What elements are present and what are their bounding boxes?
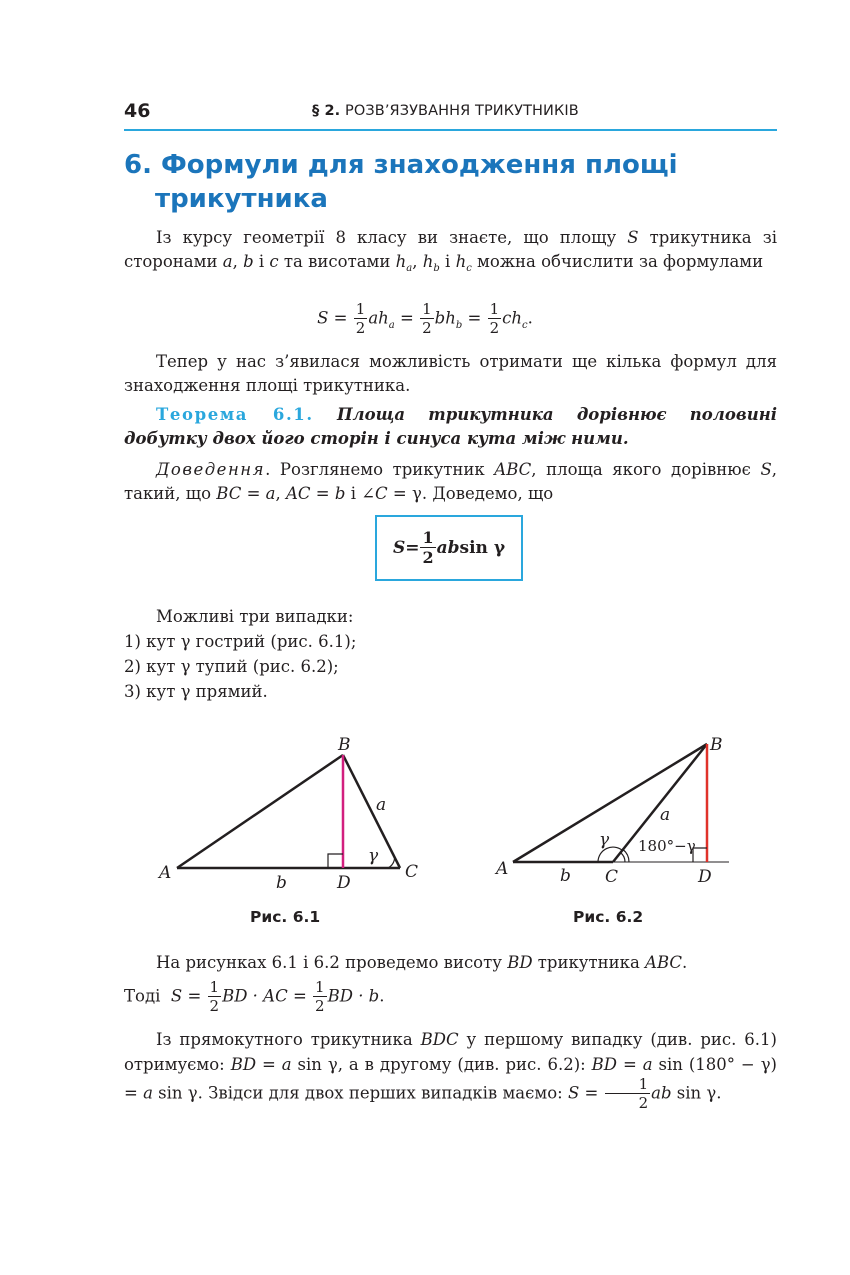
label-gamma: γ xyxy=(599,830,610,850)
segment-bd: BD xyxy=(230,1054,257,1074)
section-mark: § 2. xyxy=(312,103,341,119)
sin-gamma: sin γ xyxy=(459,538,506,558)
denominator: 2 xyxy=(315,997,325,1015)
comma: , xyxy=(232,252,244,271)
numerator: 1 xyxy=(422,528,434,547)
denominator: 2 xyxy=(209,997,220,1015)
equals: = xyxy=(310,484,335,503)
subscript-a: a xyxy=(406,263,413,274)
numerator: 1 xyxy=(355,300,366,318)
equals: = xyxy=(287,986,313,1006)
angle-arc-exterior-1 xyxy=(621,853,626,862)
label-exterior-angle: 180°−γ xyxy=(638,837,696,855)
var-s: S xyxy=(627,228,639,247)
label-side-b: b xyxy=(560,866,571,886)
case-obtuse: 2) кут γ тупий (рис. 6.2); xyxy=(124,657,339,676)
var-a: a xyxy=(265,484,276,503)
var-h: h xyxy=(455,252,467,271)
proof-label: Доведення xyxy=(156,460,266,479)
var-ab: ab xyxy=(436,538,460,558)
triangle-abc: ABC xyxy=(645,953,683,972)
var-h: h xyxy=(422,252,434,271)
equals: = xyxy=(579,1083,604,1103)
text: та висотами xyxy=(278,252,396,271)
var-a: a xyxy=(368,308,379,328)
label-side-a: a xyxy=(660,805,671,825)
period: . xyxy=(682,953,688,972)
product-bd-ac: BD · AC xyxy=(222,986,288,1006)
denominator: 2 xyxy=(422,548,434,567)
segment-bd: BD xyxy=(507,953,533,972)
cases-list xyxy=(124,604,777,704)
var-c: c xyxy=(502,308,512,328)
period: . xyxy=(527,308,533,328)
area-formula-heights xyxy=(0,302,850,336)
boxed-area-formula xyxy=(375,515,523,581)
equals: = xyxy=(405,538,420,558)
label-d-point: D xyxy=(698,867,712,887)
fraction-half xyxy=(208,980,222,1014)
text: Із прямокутного трикутника xyxy=(156,1030,421,1049)
header-rule xyxy=(124,129,777,131)
formula-then xyxy=(124,980,777,1014)
numerator: 1 xyxy=(605,1077,651,1094)
var-b: b xyxy=(334,484,346,503)
chapter-title-line1: 6. Формули для знаходження площі xyxy=(124,150,678,180)
var-c: c xyxy=(269,252,279,271)
subscript-a: a xyxy=(388,319,395,331)
equals: = xyxy=(256,1054,282,1074)
denominator: 2 xyxy=(638,1094,649,1112)
label-a-vertex: A xyxy=(159,863,172,883)
section-header xyxy=(312,103,579,119)
label-b-vertex: B xyxy=(710,735,723,755)
fraction-half xyxy=(488,302,502,336)
equals: = xyxy=(394,308,420,328)
label-b-vertex: B xyxy=(338,735,351,755)
triangle-abc: ABC xyxy=(494,460,532,479)
cases-intro: Можливі три випадки: xyxy=(156,607,354,626)
product-bd-b: BD · b xyxy=(327,986,380,1006)
figure-6-1 xyxy=(150,728,440,898)
text: трикутника зі сторонами xyxy=(124,228,777,271)
var-b: b xyxy=(434,308,446,328)
text: Із курсу геометрії 8 класу ви знаєте, що площу xyxy=(156,228,628,247)
fraction-half xyxy=(313,980,327,1014)
var-a: a xyxy=(143,1083,153,1103)
triangle-abc-acute xyxy=(177,755,400,868)
text: sin γ, а в другому (див. рис. 6.2): xyxy=(291,1054,592,1074)
text: і xyxy=(345,484,362,503)
fraction-half xyxy=(605,1077,651,1111)
subscript-c: c xyxy=(522,319,528,331)
paragraph-altitude xyxy=(124,951,777,975)
period: . xyxy=(379,986,385,1006)
numerator: 1 xyxy=(209,978,220,996)
page-number: 46 xyxy=(124,100,151,122)
subscript-c: c xyxy=(466,263,472,274)
right-angle-mark xyxy=(328,854,343,868)
var-h: h xyxy=(511,308,523,328)
var-s: S xyxy=(317,308,329,328)
var-a: a xyxy=(642,1054,653,1074)
section-title: РОЗВ’ЯЗУВАННЯ ТРИКУТНИКІВ xyxy=(345,103,579,119)
caption-fig-6-2: Рис. 6.2 xyxy=(573,908,644,926)
figure-6-2 xyxy=(490,728,740,898)
subscript-b: b xyxy=(455,319,463,331)
numerator: 1 xyxy=(422,300,432,318)
label-side-b: b xyxy=(276,873,287,893)
var-b: b xyxy=(243,252,254,271)
var-s: S xyxy=(567,1083,580,1103)
equals: = xyxy=(462,308,487,328)
denominator: 2 xyxy=(422,319,432,337)
var-h: h xyxy=(395,252,407,271)
intro-paragraph: Із курсу геометрії 8 класу ви знаєте, що площу S трикутника зі сторонами a, b і c та висотами $h_a$, $h_b$ і $h_c$ можна обчислити за формулами xyxy=(124,228,777,274)
text: у першому випадку (див. рис. 6.1) отримуємо: xyxy=(124,1030,777,1074)
numerator: 1 xyxy=(489,300,500,318)
segment-bd: BD xyxy=(591,1054,617,1074)
var-ab: ab xyxy=(651,1083,672,1103)
side-ab xyxy=(177,755,343,868)
caption-fig-6-1: Рис. 6.1 xyxy=(250,908,321,926)
var-h: h xyxy=(445,308,456,328)
var-a: a xyxy=(222,252,233,271)
triangle-bdc: BDC xyxy=(420,1030,459,1049)
comma: , xyxy=(275,484,287,503)
theorem-statement: Площа трикутника дорівнює половині добутку двох його сторін і синуса кута між ними. xyxy=(124,405,777,448)
text: = γ. Доведемо, що xyxy=(387,484,554,503)
var-s: S xyxy=(760,460,772,479)
text: трикутника xyxy=(532,953,646,972)
proof-paragraph xyxy=(124,458,777,506)
equals: = xyxy=(617,1054,643,1074)
equals: = xyxy=(182,986,207,1006)
theorem-label: Теорема 6.1. xyxy=(156,405,314,424)
label-a-vertex: A xyxy=(496,859,509,879)
subscript-b: b xyxy=(433,263,440,274)
numerator: 1 xyxy=(315,978,325,996)
denominator: 2 xyxy=(489,319,500,337)
label-c-vertex: C xyxy=(405,862,419,882)
var-a: a xyxy=(281,1054,292,1074)
label-gamma: γ xyxy=(368,846,379,866)
denominator: 2 xyxy=(355,319,366,337)
label-side-a: a xyxy=(376,795,387,815)
text: можна обчислити за формулами xyxy=(471,252,764,271)
paragraph-more-formulas: Тепер у нас з’явилася можливість отримати ще кілька формул для знаходження площі трикутника. xyxy=(124,352,777,395)
text: , площа якого дорівнює xyxy=(531,460,761,479)
chapter-title xyxy=(124,148,678,216)
text: На рисунках 6.1 і 6.2 проведемо висоту xyxy=(156,953,508,972)
angle-arc-gamma xyxy=(388,857,395,868)
then-word: Тоді xyxy=(124,986,161,1006)
segment-bc: BC xyxy=(216,484,242,503)
fraction-half xyxy=(420,530,435,566)
equals: = xyxy=(241,484,266,503)
theorem-6-1 xyxy=(124,403,777,451)
fraction-half xyxy=(354,302,368,336)
text: sin γ. Звідси для двох перших випадків маємо: xyxy=(152,1083,568,1103)
var-s: S xyxy=(170,986,183,1006)
var-h: h xyxy=(378,308,389,328)
sin-gamma: sin γ. xyxy=(671,1083,722,1103)
paragraph-right-triangle xyxy=(124,1028,777,1111)
chapter-title-line2: трикутника xyxy=(155,184,328,214)
text: . Розглянемо трикутник xyxy=(265,460,495,479)
text: і xyxy=(253,252,270,271)
case-acute: 1) кут γ гострий (рис. 6.1); xyxy=(124,632,357,651)
segment-ac: AC xyxy=(286,484,311,503)
var-s: S xyxy=(392,538,406,558)
fraction-half xyxy=(420,302,434,336)
case-right: 3) кут γ прямий. xyxy=(124,682,268,701)
label-d-point: D xyxy=(337,873,351,893)
angle-c: ∠C xyxy=(361,484,388,503)
text: sin (180° − γ) = xyxy=(124,1054,777,1103)
label-c-vertex: C xyxy=(605,867,619,887)
equals: = xyxy=(328,308,353,328)
text: , такий, що xyxy=(124,460,777,503)
